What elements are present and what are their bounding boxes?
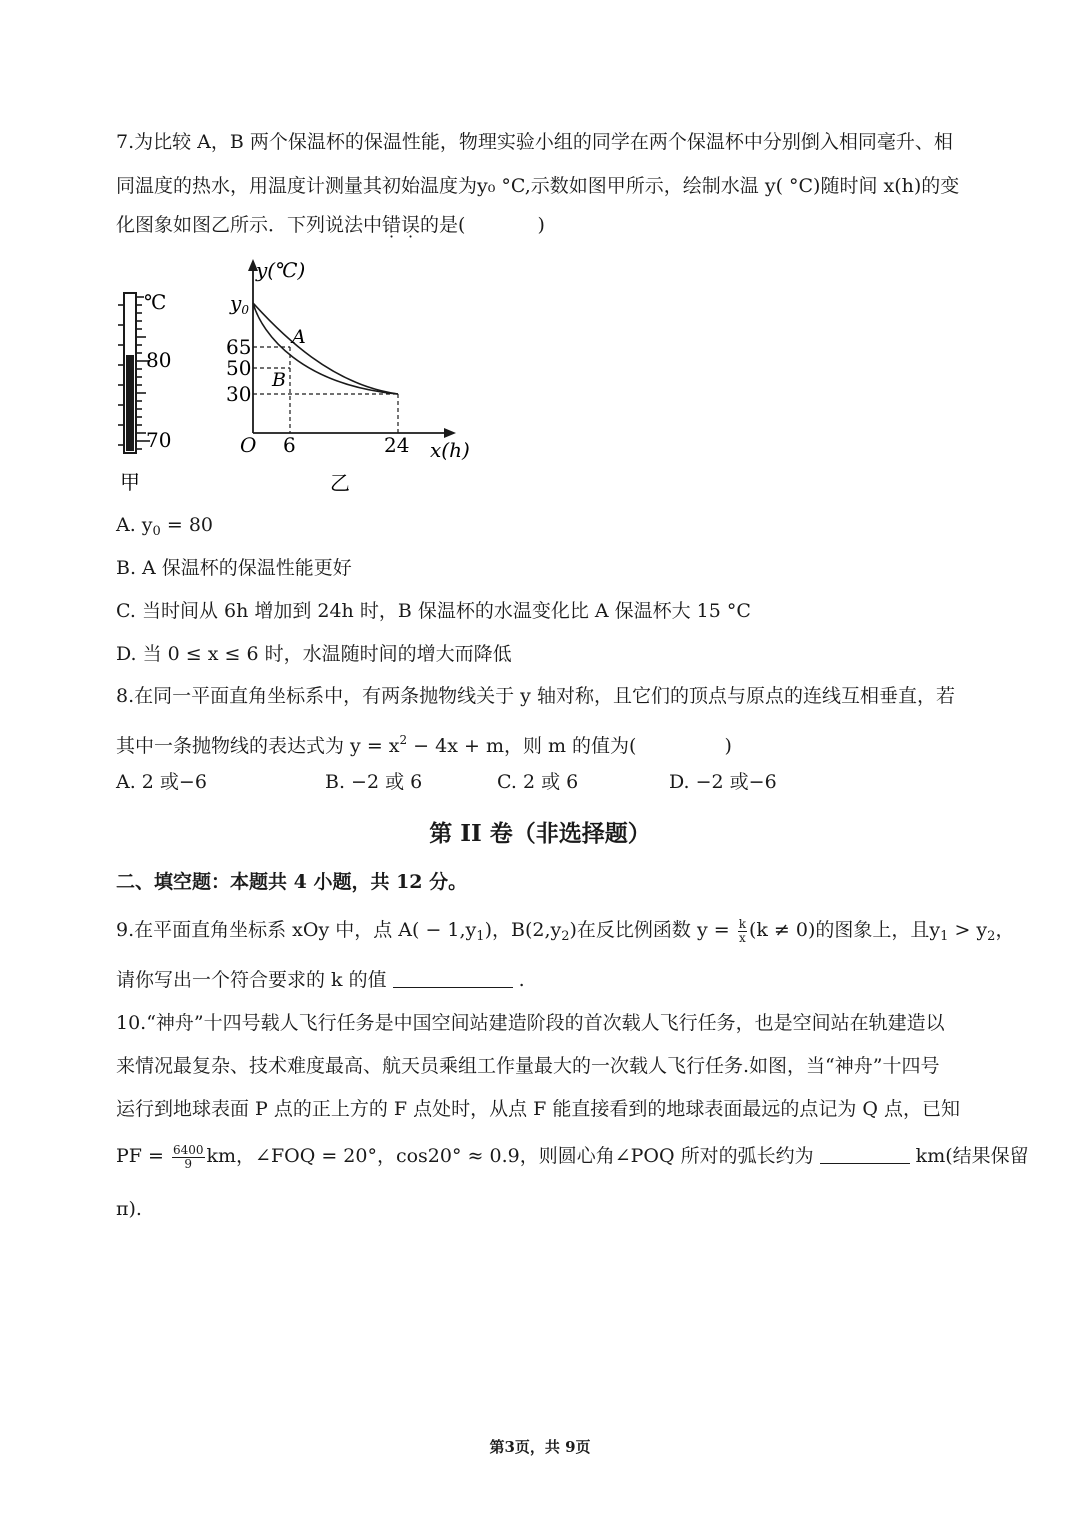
emphasis-char-2: 误	[401, 214, 421, 236]
q9-line-2: 请你写出一个符合要求的 k 的值 .	[116, 969, 525, 991]
tick-50: 50	[226, 356, 252, 380]
q7-line-3: 化图象如图乙所示．下列说法中错误的是( )	[116, 214, 545, 236]
fraction-k-over-x: $\frac{k}{x}$	[738, 916, 746, 945]
q7-line-1: 7.为比较 A，B 两个保温杯的保温性能，物理实验小组的同学在两个保温杯中分别倒入相同毫升、相	[116, 131, 953, 153]
thermometer-unit: ℃	[144, 290, 167, 314]
thermometer-label-70: 70	[146, 428, 172, 452]
q10-line-4: PF = $\frac{6400}{9}$ km，∠FOQ = 20°，cos20° ≈ 0.9，则圆心角∠POQ 所对的弧长约为 km(结果保留	[116, 1142, 1029, 1171]
y-axis-label: y(℃)	[256, 258, 306, 282]
part-2-title: 第 II 卷（非选择题）	[429, 820, 651, 847]
q8-option-b: B. −2 或 6	[325, 771, 423, 793]
q7-option-a: A. $y_0 = 80$	[116, 514, 214, 539]
tick-30: 30	[226, 382, 252, 406]
q8-option-a: A. 2 或−6	[116, 771, 207, 793]
q10-line-3: 运行到地球表面 P 点的正上方的 F 点处时，从点 F 能直接看到的地球表面最远的点记为 Q 点，已知	[116, 1098, 961, 1120]
curve-b-label: B	[272, 369, 286, 391]
thermometer-mercury	[126, 355, 134, 451]
q7-option-b: B. A 保温杯的保温性能更好	[116, 557, 352, 579]
emphasis-char-1: 错	[382, 214, 402, 236]
temperature-time-graph	[222, 255, 482, 500]
fraction-6400-over-9: $\frac{6400}{9}$	[172, 1142, 204, 1171]
q10-line-2: 来情况最复杂、技术难度最高、航天员乘组工作量最大的一次载人飞行任务.如图，当“神舟”十四号	[116, 1055, 940, 1077]
q8-line-2: 其中一条抛物线的表达式为 $y = x^2 - 4x + m$，则 m 的值为( )	[116, 733, 732, 757]
q9-answer-blank[interactable]	[393, 969, 513, 988]
figure-caption-yi: 乙	[330, 471, 350, 495]
q10-line-5: π).	[116, 1198, 142, 1220]
figure-caption-jia: 甲	[120, 470, 140, 494]
x-axis-arrow	[444, 428, 456, 438]
x-axis-label: x(h)	[430, 438, 470, 462]
q7-option-c: C. 当时间从 6h 增加到 24h 时，B 保温杯的水温变化比 A 保温杯大 15 °C	[116, 600, 751, 622]
tick-65: 65	[226, 335, 252, 359]
thermometer-label-80: 80	[146, 348, 172, 372]
tick-24: 24	[384, 433, 410, 457]
y0-label: $y_0$	[230, 291, 249, 317]
q7-option-d: D. 当 0 ≤ x ≤ 6 时，水温随时间的增大而降低	[116, 643, 512, 665]
page-footer: 第3页，共 9页	[489, 1438, 591, 1456]
thermometer-figure	[110, 285, 200, 500]
q8-line-1: 8.在同一平面直角坐标系中，有两条抛物线关于 y 轴对称，且它们的顶点与原点的连线互相垂直，若	[116, 685, 955, 707]
q10-line-1: 10.“神舟”十四号载人飞行任务是中国空间站建造阶段的首次载人飞行任务，也是空间站在轨建造以	[116, 1012, 945, 1034]
tick-6: 6	[283, 433, 296, 457]
origin-label: O	[240, 433, 257, 457]
curve-a-label: A	[292, 326, 306, 348]
q10-answer-blank[interactable]	[820, 1145, 910, 1164]
q8-option-d: D. −2 或−6	[669, 771, 777, 793]
q7-line-2: 同温度的热水，用温度计测量其初始温度为y₀ °C,示数如图甲所示，绘制水温 y( °C)随时间 x(h)的变	[116, 175, 960, 197]
section-2-heading: 二、填空题：本题共 4 小题，共 12 分。	[116, 871, 468, 893]
q9-line-1: 9.在平面直角坐标系 xOy 中，点 $A( - 1,y_1)$，$B(2,y_2)$在反比例函数 y = $\frac{k}{x}$ (k ≠ 0)的图象上，且$y_1 > y_2$，	[116, 916, 1015, 945]
q8-option-c: C. 2 或 6	[497, 771, 579, 793]
